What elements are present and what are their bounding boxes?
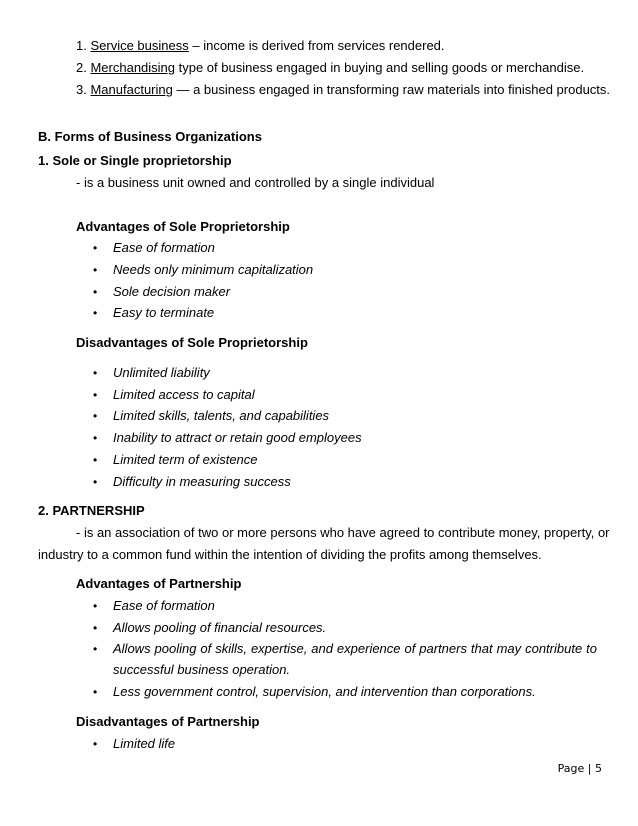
partnership-advantages-heading: Advantages of Partnership bbox=[76, 576, 242, 591]
type-term: Service business bbox=[90, 38, 189, 53]
type-number: 3. bbox=[76, 82, 87, 97]
partnership-heading: 2. PARTNERSHIP bbox=[38, 503, 145, 518]
bullet-icon: • bbox=[93, 409, 98, 423]
type-item-service bbox=[76, 38, 445, 54]
list-item: Limited access to capital bbox=[113, 387, 255, 402]
page-footer bbox=[558, 762, 602, 776]
list-item: Ease of formation bbox=[113, 598, 215, 613]
type-item-manufacturing bbox=[76, 82, 610, 98]
type-term: Merchandising bbox=[90, 60, 176, 75]
list-item: Less government control, supervision, and intervention than corporations. bbox=[113, 684, 536, 699]
type-number: 2. bbox=[76, 60, 87, 75]
bullet-icon: • bbox=[93, 685, 98, 699]
type-description: type of business engaged in buying and selling goods or merchandise. bbox=[175, 60, 585, 75]
bullet-icon: • bbox=[93, 621, 98, 635]
list-item: Unlimited liability bbox=[113, 365, 210, 380]
type-item-merchandising bbox=[76, 60, 584, 76]
type-description: — a business engaged in transforming raw materials into finished products. bbox=[172, 82, 611, 97]
list-item: Easy to terminate bbox=[113, 305, 215, 320]
list-item: Allows pooling of financial resources. bbox=[113, 620, 327, 635]
partnership-disadvantages-heading: Disadvantages of Partnership bbox=[76, 714, 260, 729]
list-item: Needs only minimum capitalization bbox=[113, 262, 314, 277]
type-term: Manufacturing bbox=[90, 82, 173, 97]
list-item: Ease of formation bbox=[113, 240, 215, 255]
type-description: – income is derived from services rendered. bbox=[188, 38, 445, 53]
type-number: 1. bbox=[76, 38, 87, 53]
bullet-icon: • bbox=[93, 388, 98, 402]
bullet-icon: • bbox=[93, 599, 98, 613]
bullet-icon: • bbox=[93, 475, 98, 489]
sole-definition: - is a business unit owned and controlled by a single individual bbox=[76, 175, 435, 190]
bullet-icon: • bbox=[93, 263, 98, 277]
list-item: Limited skills, talents, and capabilities bbox=[113, 408, 330, 423]
bullet-icon: • bbox=[93, 737, 98, 751]
list-item: Inability to attract or retain good employees bbox=[113, 430, 362, 445]
bullet-icon: • bbox=[93, 366, 98, 380]
bullet-icon: • bbox=[93, 642, 98, 656]
list-item: Sole decision maker bbox=[113, 284, 231, 299]
sole-heading: 1. Sole or Single proprietorship bbox=[38, 153, 232, 168]
bullet-icon: • bbox=[93, 241, 98, 255]
sole-disadvantages-heading: Disadvantages of Sole Proprietorship bbox=[76, 335, 308, 350]
page-label: Page bbox=[557, 762, 585, 775]
section-heading: B. Forms of Business Organizations bbox=[38, 129, 262, 144]
list-item: Allows pooling of skills, expertise, and experience of partners that may contribute to bbox=[113, 641, 597, 656]
sole-advantages-heading: Advantages of Sole Proprietorship bbox=[76, 219, 290, 234]
page-number: 5 bbox=[595, 762, 602, 775]
partnership-definition-line1: - is an association of two or more persons who have agreed to contribute money, property, or bbox=[76, 525, 610, 540]
list-item-continuation: successful business operation. bbox=[113, 662, 291, 677]
bullet-icon: • bbox=[93, 431, 98, 445]
list-item: Limited life bbox=[113, 736, 176, 751]
page-separator: | bbox=[587, 762, 592, 775]
bullet-icon: • bbox=[93, 285, 98, 299]
list-item: Limited term of existence bbox=[113, 452, 258, 467]
list-item: Difficulty in measuring success bbox=[113, 474, 291, 489]
partnership-definition-line2: industry to a common fund within the intention of dividing the profits among themselves. bbox=[38, 547, 542, 562]
bullet-icon: • bbox=[93, 306, 98, 320]
bullet-icon: • bbox=[93, 453, 98, 467]
